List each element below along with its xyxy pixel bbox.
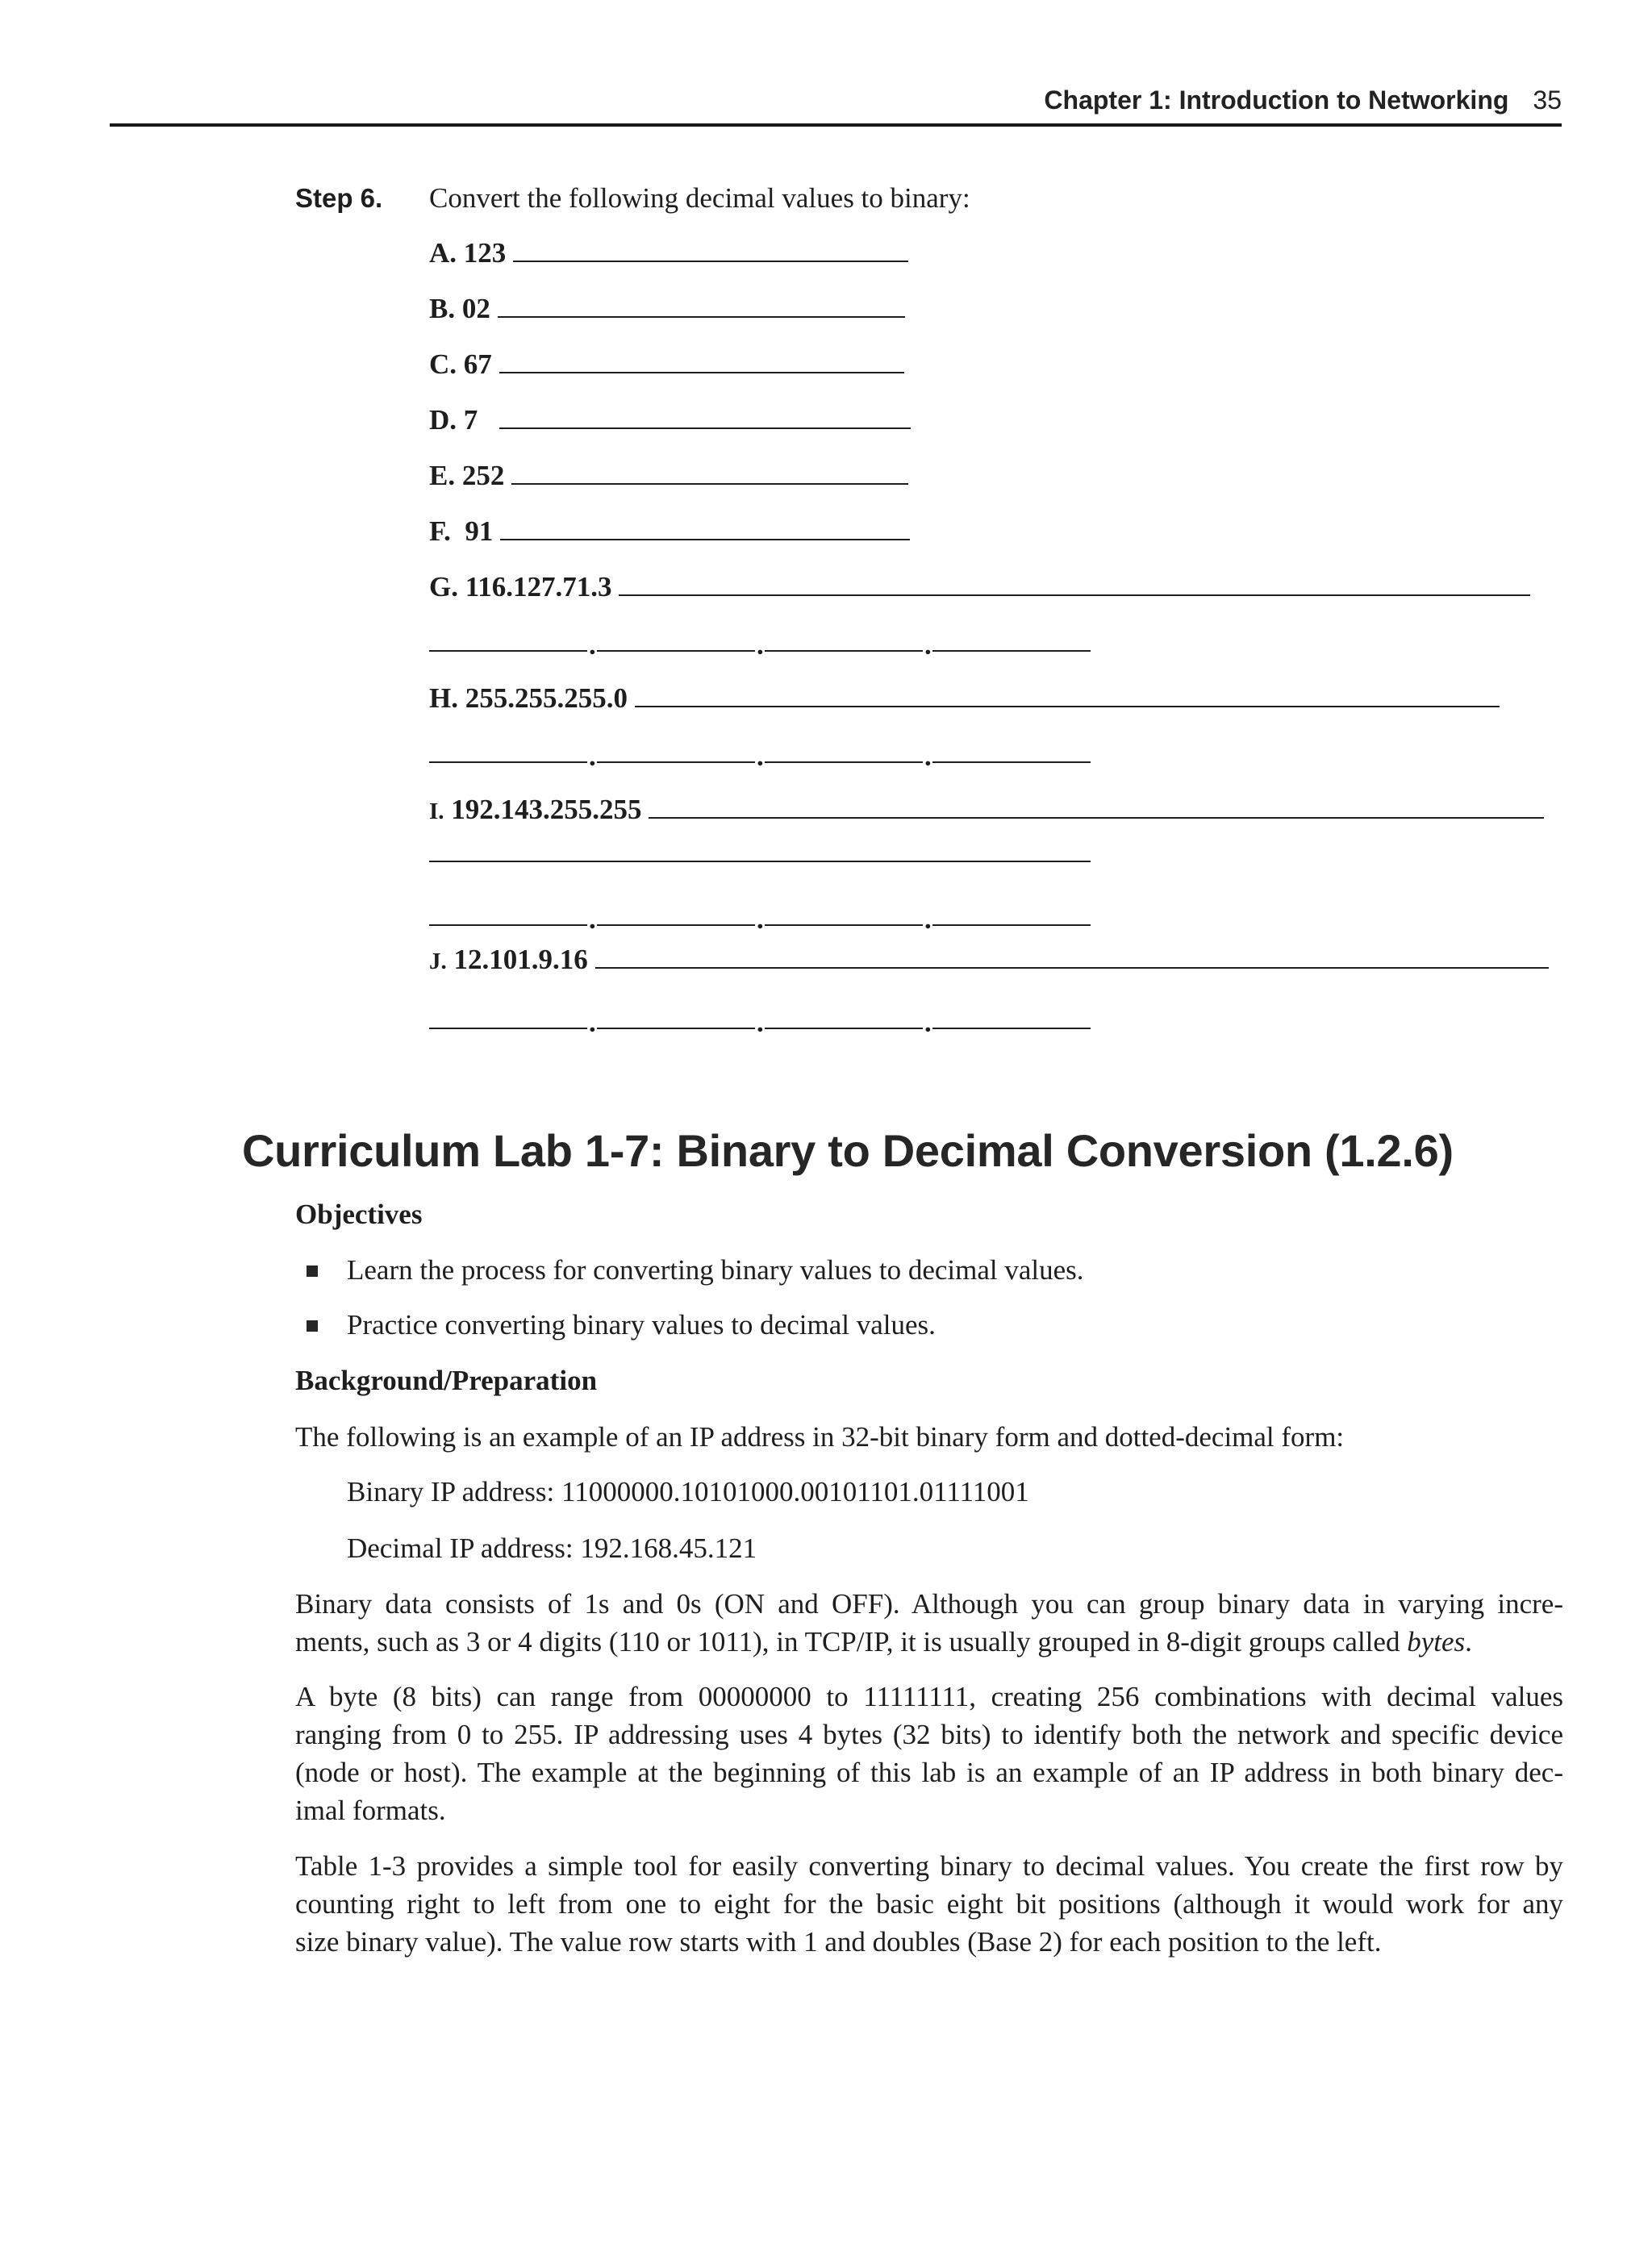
exercise-item-g: G. 116.127.71.3 (429, 569, 1530, 605)
answer-blank[interactable] (500, 515, 910, 540)
exercise-item-e: E. 252 (429, 458, 908, 494)
answer-blank[interactable] (649, 793, 1544, 819)
objectives-heading: Objectives (295, 1199, 423, 1230)
exercise-item-a: A. 123 (429, 236, 908, 271)
answer-blank-continuation[interactable] (429, 861, 1091, 862)
answer-blank[interactable] (619, 570, 1530, 596)
step-label: Step 6. (295, 183, 383, 213)
decimal-ip-example: Decimal IP address: 192.168.45.121 (347, 1532, 757, 1564)
chapter-title: Chapter 1: Introduction to Networking (1044, 85, 1509, 115)
exercise-item-c: C. 67 (429, 347, 904, 382)
octet-answer-row-j[interactable]: . . . (429, 1002, 1099, 1037)
header-rule (110, 123, 1562, 127)
exercise-item-h: H. 255.255.255.0 (429, 681, 1500, 716)
lab-title: Curriculum Lab 1-7: Binary to Decimal Conversion (1.2.6) (242, 1125, 1454, 1176)
answer-blank[interactable] (511, 459, 908, 485)
page-number: 35 (1533, 85, 1562, 115)
bullet-icon (307, 1320, 318, 1332)
exercise-item-b: B. 02 (429, 291, 905, 327)
octet-answer-row-i[interactable]: . . . (429, 899, 1099, 934)
running-header (110, 84, 1562, 116)
answer-blank[interactable] (499, 403, 911, 429)
octet-answer-row-g[interactable]: . . . (429, 624, 1099, 660)
exercise-item-i: I. 192.143.255.255 (429, 792, 1544, 829)
paragraph-table-tool: Table 1-3 provides a simple tool for easily converting binary to decimal values. You create the first row by counting right to left from one to eight for the basic eight bit positions (although it would work for any size binary value). The value row starts with 1 and doubles (Base 2) for each position to the left. (295, 1850, 1563, 1958)
background-heading: Background/Preparation (295, 1365, 598, 1396)
paragraph-binary-data: Binary data consists of 1s and 0s (ON and OFF). Although you can group binary data in varying incre- ments, such as 3 or 4 digits (110 or 1011), in TCP/IP, it is usually grouped in 8-digit groups called bytes. (295, 1588, 1563, 1657)
exercise-item-j: J. 12.101.9.16 (429, 942, 1549, 979)
answer-blank[interactable] (513, 236, 908, 262)
answer-blank[interactable] (595, 943, 1549, 969)
objective-item: Learn the process for converting binary values to decimal values. (347, 1254, 1084, 1286)
answer-blank[interactable] (498, 292, 905, 318)
step-instruction: Convert the following decimal values to binary: (429, 182, 970, 214)
intro-text: The following is an example of an IP address in 32-bit binary form and dotted-decimal form: (295, 1421, 1345, 1453)
exercise-item-f: F. 91 (429, 514, 910, 549)
paragraph-byte-range: A byte (8 bits) can range from 00000000 to 11111111, creating 256 combinations with decimal values ranging from 0 to 255. IP addressing uses 4 bytes (32 bits) to identify both the network and specific device (node or host). The example at the beginning of this lab is an example of an IP address in both binary dec- imal formats. (295, 1681, 1563, 1826)
bullet-icon (307, 1266, 318, 1277)
exercise-item-d: D. 7 (429, 402, 911, 438)
answer-blank[interactable] (499, 348, 904, 373)
binary-ip-example: Binary IP address: 11000000.10101000.00101101.01111001 (347, 1476, 1029, 1507)
answer-blank[interactable] (635, 682, 1500, 707)
objective-item: Practice converting binary values to decimal values. (347, 1309, 936, 1341)
octet-answer-row-h[interactable]: . . . (429, 736, 1099, 771)
